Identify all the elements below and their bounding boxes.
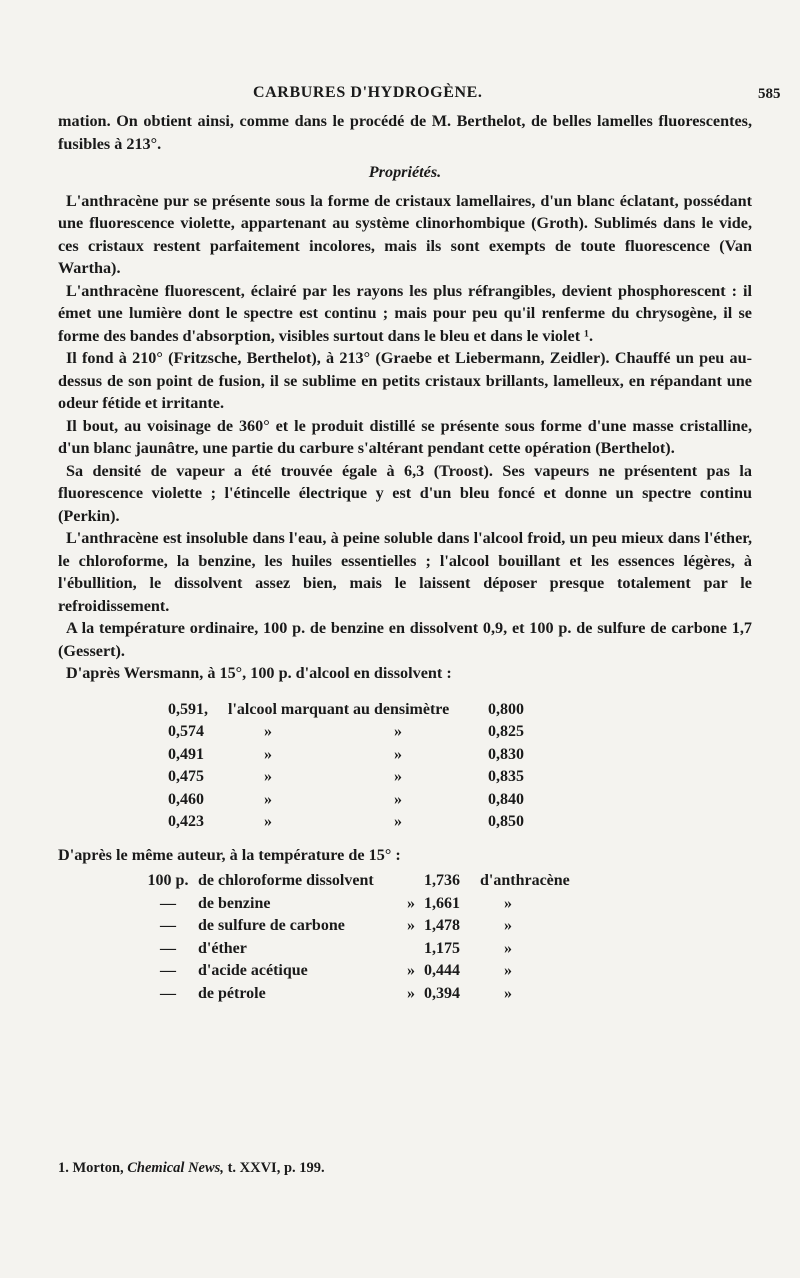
table-row xyxy=(138,960,590,983)
value-cell: 1,736 xyxy=(424,872,460,889)
solvent-cell: de pétrole xyxy=(198,984,266,1002)
value-cell: 1,478 xyxy=(424,917,460,934)
prefix-cell: 100 p. xyxy=(147,872,189,889)
unit-cell: » xyxy=(504,939,512,957)
body-text xyxy=(58,110,752,1015)
density-cell: 0,850 xyxy=(488,813,524,830)
unit-cell: » xyxy=(504,917,512,934)
amount-cell: 0,591, xyxy=(168,700,208,718)
solvent-cell: d'acide acétique xyxy=(198,962,308,979)
ditto-cell: » xyxy=(264,790,272,808)
prefix-cell: — xyxy=(160,917,176,934)
ditto-cell: » xyxy=(407,962,415,979)
ditto-cell: » xyxy=(264,723,272,740)
prefix-cell: — xyxy=(160,939,176,957)
paragraph: L'anthracène est insoluble dans l'eau, à peine soluble dans l'alcool froid, un peu mieux dans l'éther, le chloroforme, la benzine, les huiles essentielles ; l'alcool bouillant et les essences légères, à l'ébullition, le dissolvent assez bien, mais le laissent déposer presque totalement par le refroidissement. xyxy=(58,529,752,615)
footnote-author: Morton, xyxy=(72,1160,124,1176)
table-row xyxy=(168,744,568,767)
value-cell: 1,661 xyxy=(424,894,460,912)
ditto-cell: » xyxy=(394,813,402,830)
ditto-cell: » xyxy=(394,745,402,763)
table-row xyxy=(168,789,568,812)
alcohol-solubility-table xyxy=(168,699,568,834)
ditto-cell: » xyxy=(394,768,402,785)
table-row xyxy=(138,870,590,893)
value-cell: 1,175 xyxy=(424,939,460,957)
section-title: Propriétés. xyxy=(368,163,442,181)
ditto-cell: » xyxy=(407,917,415,934)
density-cell: 0,830 xyxy=(488,745,524,763)
unit-cell: » xyxy=(504,962,512,979)
solvent-solubility-table xyxy=(138,870,590,1005)
ditto-cell xyxy=(398,938,424,961)
solvent-cell: de chloroforme dissolvent xyxy=(198,872,374,889)
density-cell: 0,840 xyxy=(488,790,524,808)
paragraph: L'anthracène pur se présente sous la forme de cristaux lamellaires, d'un blanc éclatant, possédant une fluorescence violette, appartenant au système clinorhombique (Groth). Sublimés dans le vide, ces cristaux restent parfaitement incolores, mais ils sont exempts de toute fluorescence (Van Wartha). xyxy=(58,191,752,277)
page-number: 585 xyxy=(758,86,781,102)
paragraph: D'après le même auteur, à la température de 15° : xyxy=(58,845,401,864)
footnote-journal: Chemical News, xyxy=(127,1160,224,1176)
table-row xyxy=(168,699,568,722)
running-title: CARBURES D'HYDROGÈNE. xyxy=(253,84,483,101)
ditto-cell: » xyxy=(394,723,402,740)
table-row xyxy=(138,893,590,916)
page-header xyxy=(0,84,800,108)
paragraph: Sa densité de vapeur a été trouvée égale à 6,3 (Troost). Ses vapeurs ne présentent pas la fluorescence violette ; l'étincelle électrique y est d'un bleu foncé et donne un spectre continu (Perkin). xyxy=(58,461,752,525)
unit-cell: » xyxy=(504,894,512,912)
unit-cell: d'anthracène xyxy=(480,872,570,889)
description-cell: l'alcool marquant au densimètre xyxy=(228,700,450,718)
ditto-cell: » xyxy=(264,813,272,830)
solvent-cell: d'éther xyxy=(198,939,247,957)
ditto-cell: » xyxy=(264,745,272,763)
footnote-marker: 1. xyxy=(58,1160,69,1176)
ditto-cell: » xyxy=(394,790,402,808)
paragraph: Il fond à 210° (Fritzsche, Berthelot), à 213° (Graebe et Liebermann, Zeidler). Chauffé un peu au-dessus de son point de fusion, il se sublime en petits cristaux brillants, lamelleux, en répandant une odeur fétide et irritante. xyxy=(58,349,752,412)
paragraph: mation. On obtient ainsi, comme dans le procédé de M. Berthelot, de belles lamelles fluorescentes, fusibles à 213°. xyxy=(58,112,752,153)
paragraph: A la température ordinaire, 100 p. de benzine en dissolvent 0,9, et 100 p. de sulfure de carbone 1,7 (Gessert). xyxy=(58,619,752,660)
table-row xyxy=(138,983,590,1006)
amount-cell: 0,491 xyxy=(168,745,204,763)
table-row xyxy=(168,811,568,834)
footnote xyxy=(58,1160,325,1177)
ditto-cell: » xyxy=(407,984,415,1002)
table-row xyxy=(168,721,568,744)
solvent-cell: de sulfure de carbone xyxy=(198,917,345,934)
density-cell: 0,835 xyxy=(488,768,524,785)
unit-cell: » xyxy=(504,984,512,1002)
paragraph: L'anthracène fluorescent, éclairé par les rayons les plus réfrangibles, devient phosphorescent : il émet une lumière dont le spectre est continu ; mais pour peu qu'il renferme du chrysogène, il se forme des bandes d'absorption, visibles surtout dans le bleu et dans le violet ¹. xyxy=(58,281,752,345)
prefix-cell: — xyxy=(160,984,176,1002)
value-cell: 0,394 xyxy=(424,984,460,1002)
density-cell: 0,800 xyxy=(488,700,524,718)
ditto-cell: » xyxy=(407,894,415,912)
amount-cell: 0,574 xyxy=(168,723,204,740)
table-row xyxy=(138,915,590,938)
ditto-cell: » xyxy=(264,768,272,785)
amount-cell: 0,460 xyxy=(168,790,204,808)
amount-cell: 0,475 xyxy=(168,768,204,785)
amount-cell: 0,423 xyxy=(168,813,204,830)
paragraph: Il bout, au voisinage de 360° et le produit distillé se présente sous forme d'une masse cristalline, d'un blanc jaunâtre, une partie du carbure s'altérant pendant cette opération (Berthelot). xyxy=(58,416,752,457)
prefix-cell: — xyxy=(160,894,176,912)
paragraph: D'après Wersmann, à 15°, 100 p. d'alcool en dissolvent : xyxy=(66,664,452,682)
value-cell: 0,444 xyxy=(424,962,460,979)
solvent-cell: de benzine xyxy=(198,894,271,912)
density-cell: 0,825 xyxy=(488,723,524,740)
table-row xyxy=(138,938,590,961)
prefix-cell: — xyxy=(160,962,176,979)
table-row xyxy=(168,766,568,789)
ditto-cell xyxy=(398,870,424,893)
footnote-ref: t. XXVI, p. 199. xyxy=(227,1160,325,1176)
